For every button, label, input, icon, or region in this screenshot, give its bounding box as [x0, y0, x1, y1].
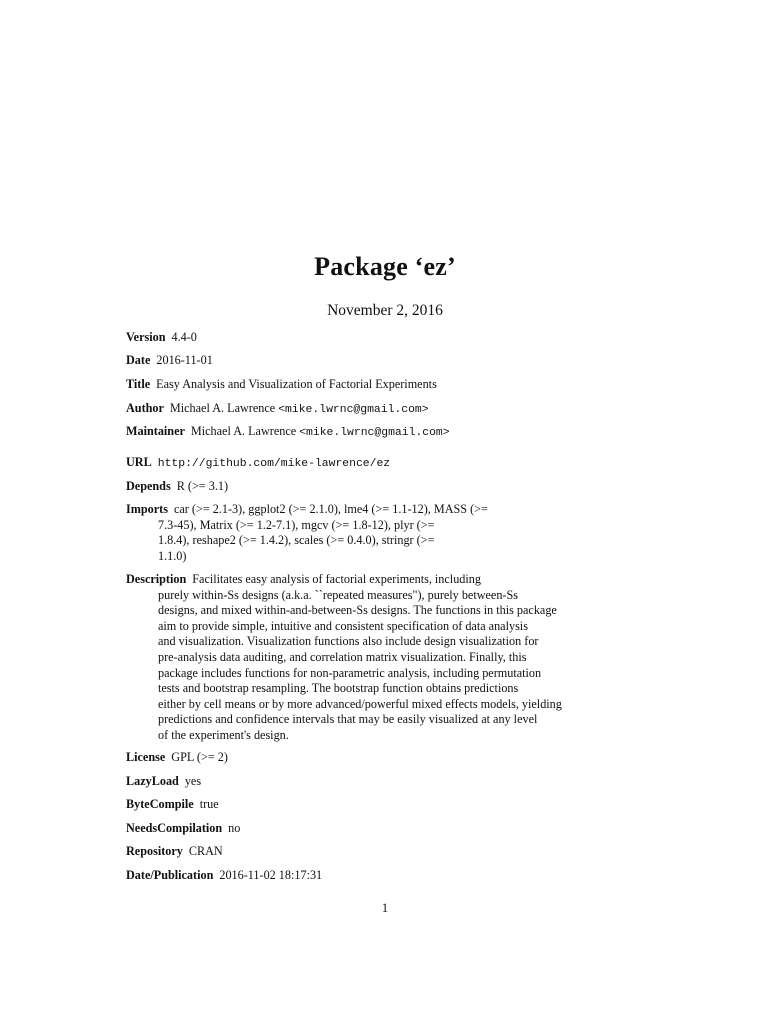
imports-line: 1.1.0)	[158, 548, 187, 563]
field-date-publication	[126, 868, 576, 884]
field-key: ByteCompile	[126, 797, 194, 811]
field-author	[126, 401, 576, 419]
field-key: Imports	[126, 502, 168, 516]
maintainer-email: <mike.lwrnc@gmail.com>	[299, 427, 450, 439]
field-key: Description	[126, 572, 187, 586]
description-line: tests and bootstrap resampling. The bootstrap function obtains predictions	[158, 681, 519, 696]
document-date: November 2, 2016	[327, 302, 443, 319]
field-depends	[126, 479, 576, 495]
field-key: Version	[126, 330, 166, 344]
field-maintainer	[126, 424, 576, 442]
field-imports	[126, 502, 576, 564]
field-value: 4.4-0	[171, 330, 197, 344]
package-title: Package ‘ez’	[314, 252, 456, 281]
field-lazyload	[126, 774, 576, 790]
field-value: CRAN	[188, 844, 223, 858]
field-title	[126, 377, 576, 393]
field-value: no	[228, 821, 241, 835]
imports-line: 1.8.4), reshape2 (>= 1.4.2), scales (>= 0.4.0), stringr (>=	[158, 533, 435, 548]
description-line: and visualization. Visualization functions also include design visualization for	[158, 634, 539, 649]
field-key: Date	[126, 353, 151, 367]
description-line: predictions and confidence intervals that may be easily visualized at any level	[158, 712, 538, 727]
field-key: Depends	[126, 479, 171, 493]
field-key: Title	[126, 377, 151, 391]
description-line: of the experiment's design.	[158, 727, 289, 742]
field-url	[126, 455, 576, 473]
field-bytecompile	[126, 797, 576, 813]
field-value: GPL (>= 2)	[171, 750, 228, 764]
description-line: Facilitates easy analysis of factorial experiments, including	[192, 572, 481, 586]
description-line: either by cell means or by more advanced/powerful mixed effects models, yielding	[158, 696, 562, 711]
field-value: Easy Analysis and Visualization of Factorial Experiments	[156, 377, 437, 391]
field-value: 2016-11-02 18:17:31	[219, 868, 323, 882]
field-value: yes	[184, 774, 202, 788]
field-key: URL	[126, 455, 152, 469]
description-line: pre-analysis data auditing, and correlation matrix visualization. Finally, this	[158, 649, 527, 664]
imports-line: 7.3-45), Matrix (>= 1.2-7.1), mgcv (>= 1.8-12), plyr (>=	[158, 517, 435, 532]
field-key: Author	[126, 401, 164, 415]
field-key: Date/Publication	[126, 868, 214, 882]
field-key: LazyLoad	[126, 774, 179, 788]
author-name: Michael A. Lawrence	[169, 401, 276, 415]
field-key: Repository	[126, 844, 183, 858]
field-license	[126, 750, 576, 766]
url-link[interactable]: http://github.com/mike-lawrence/ez	[157, 458, 391, 470]
field-key: Maintainer	[126, 424, 185, 438]
imports-line: car (>= 2.1-3), ggplot2 (>= 2.1.0), lme4 (>= 1.1-12), MASS (>=	[173, 502, 488, 516]
description-line: purely within-Ss designs (a.k.a. ``repeated measures"), purely between-Ss	[158, 587, 518, 602]
description-line: package includes functions for non-parametric analysis, including permutation	[158, 665, 542, 680]
author-email: <mike.lwrnc@gmail.com>	[278, 404, 429, 416]
field-description	[126, 572, 586, 744]
field-key: License	[126, 750, 166, 764]
field-value: true	[199, 797, 219, 811]
page-number: 1	[381, 901, 389, 915]
field-version	[126, 330, 576, 346]
description-line: aim to provide simple, intuitive and consistent specification of data analysis	[158, 618, 528, 633]
field-needscompilation	[126, 821, 576, 837]
maintainer-name: Michael A. Lawrence	[190, 424, 297, 438]
field-value: 2016-11-01	[156, 353, 213, 367]
field-repository	[126, 844, 576, 860]
field-value: R (>= 3.1)	[176, 479, 229, 493]
description-line: designs, and mixed within-and-between-Ss designs. The functions in this package	[158, 603, 557, 618]
field-date	[126, 353, 576, 369]
field-key: NeedsCompilation	[126, 821, 223, 835]
